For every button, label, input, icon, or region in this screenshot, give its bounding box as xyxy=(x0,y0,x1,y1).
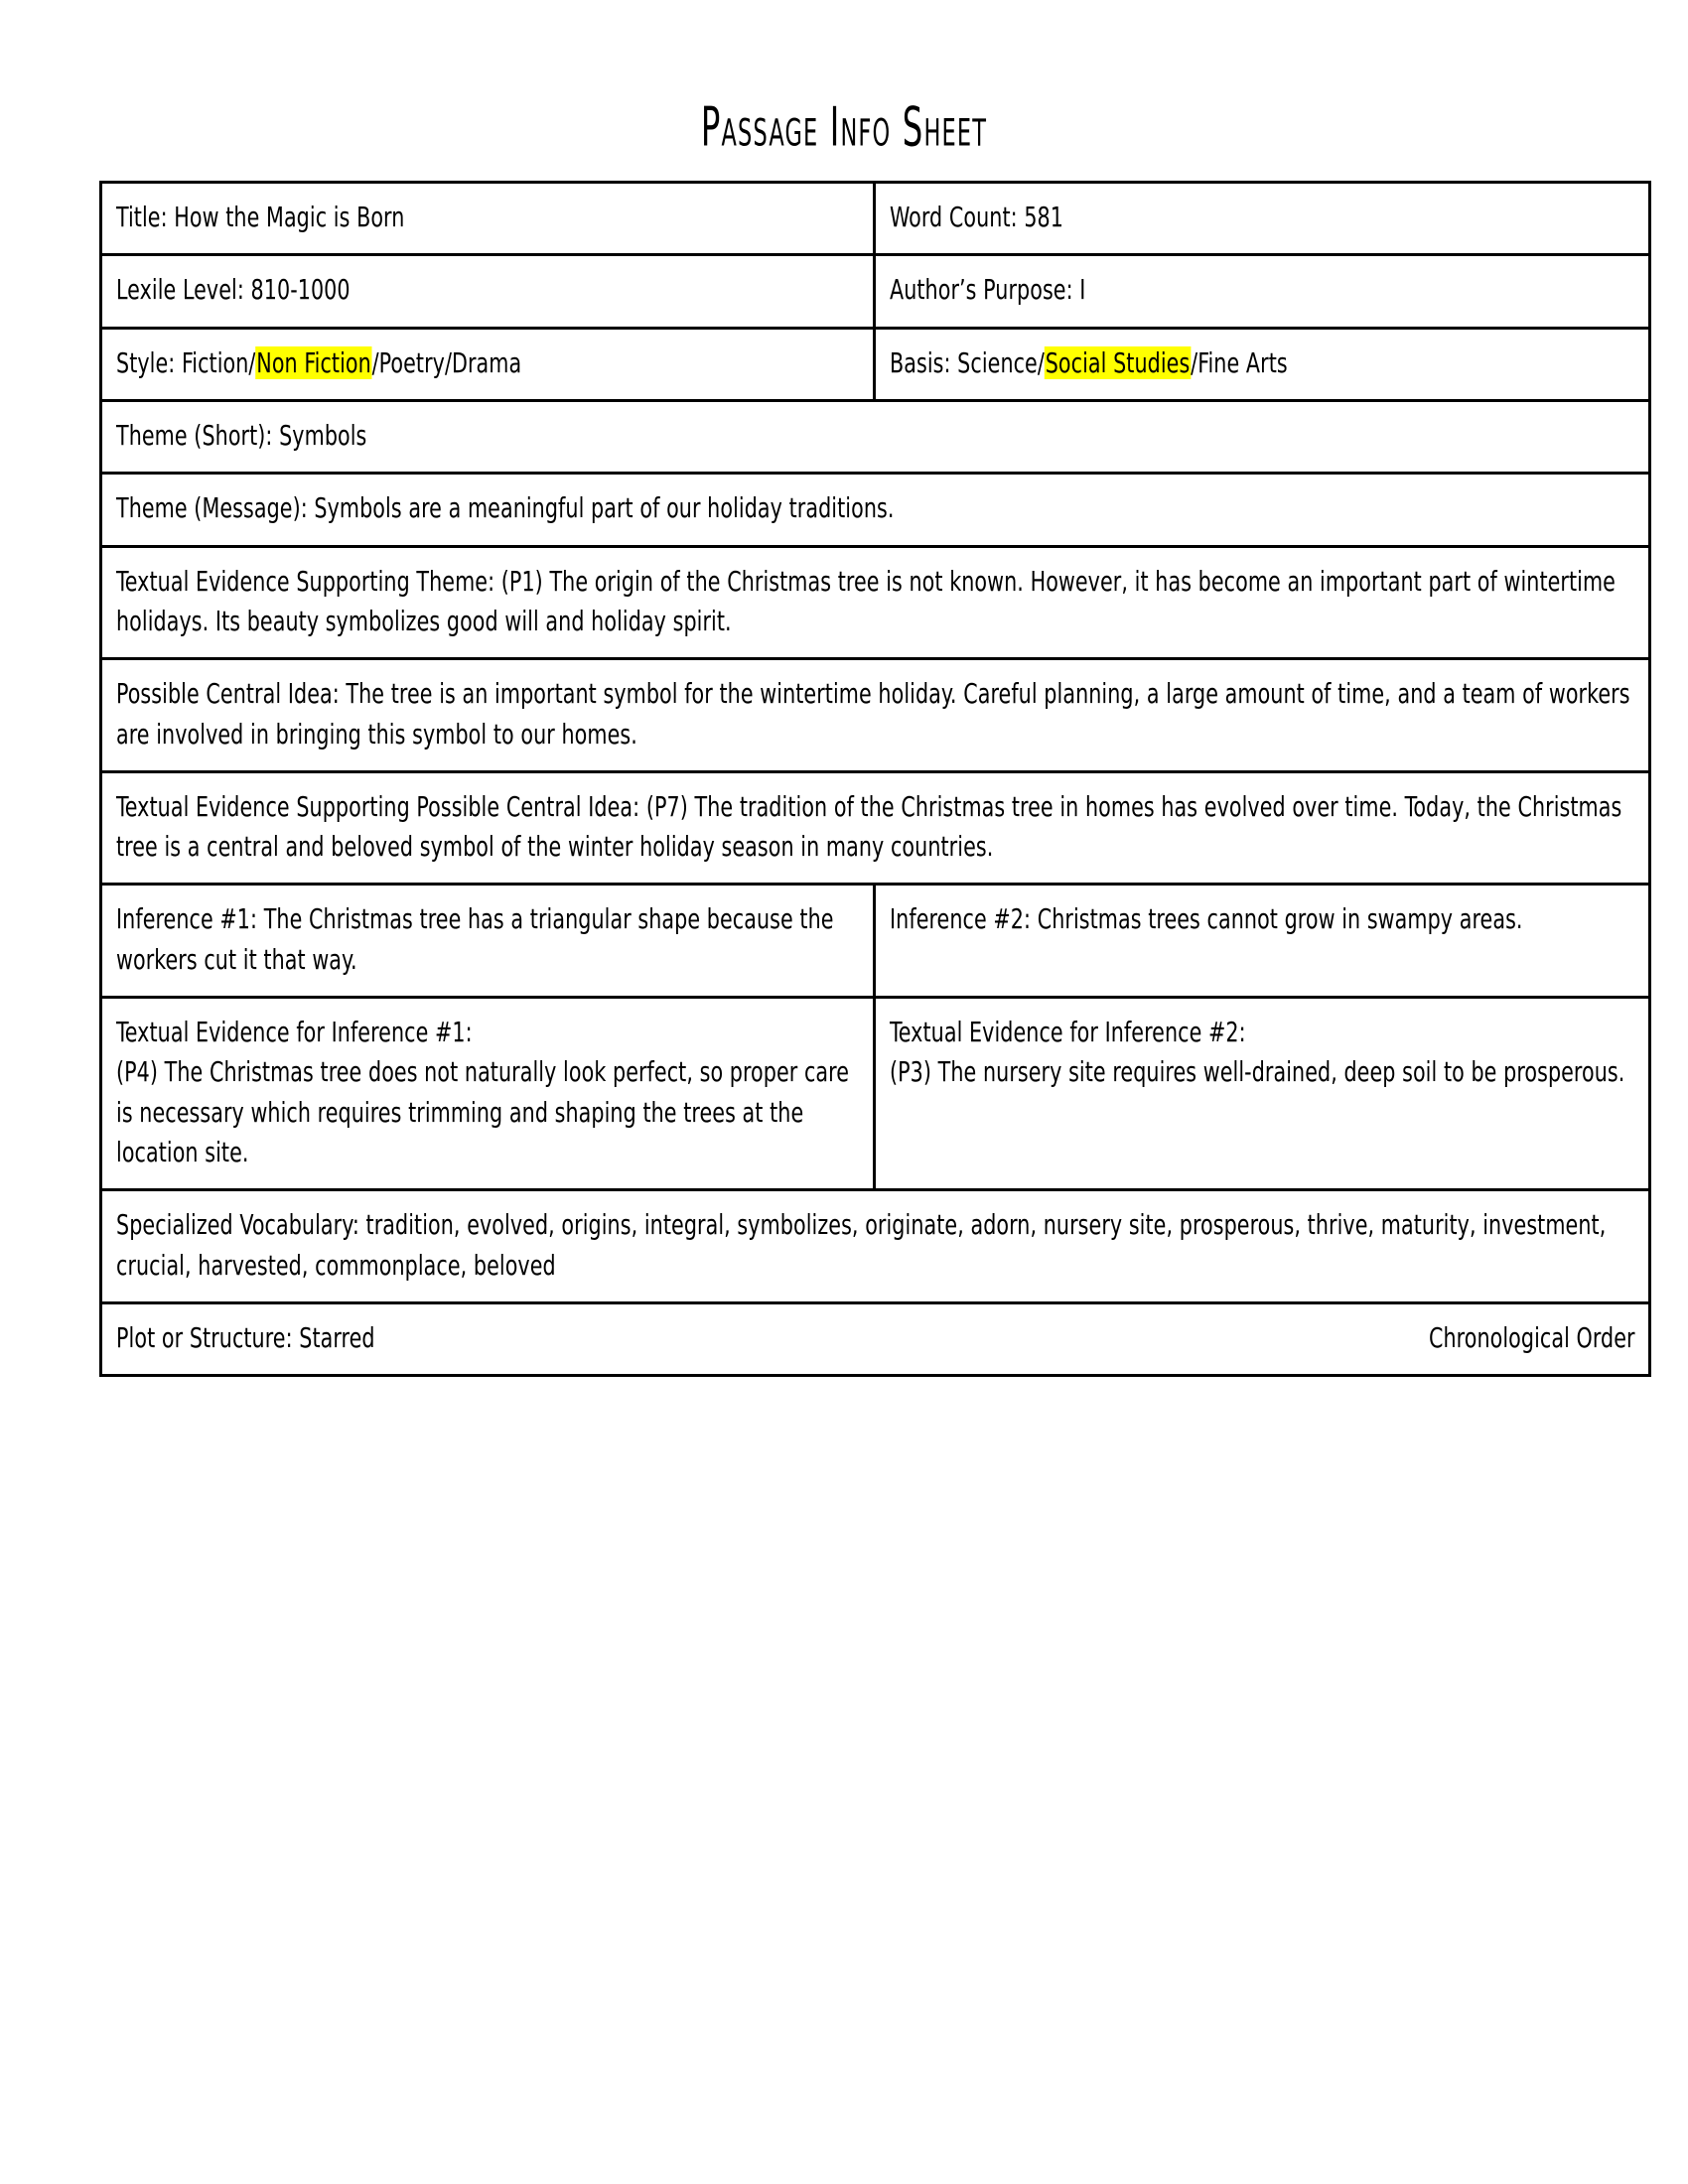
table-row xyxy=(101,183,1650,255)
word-count-value: Word Count: 581 xyxy=(890,201,1063,233)
table-row xyxy=(101,255,1650,328)
cell-basis xyxy=(875,328,1650,400)
theme-message-value: Theme (Message): Symbols are a meaningful part of our holiday traditions. xyxy=(116,491,895,525)
authors-purpose-value: Author’s Purpose: I xyxy=(890,273,1086,307)
basis-prefix: Basis: Science/ xyxy=(890,345,1045,379)
lexile-value: Lexile Level: 810-1000 xyxy=(116,273,351,307)
cell-specialized-vocabulary xyxy=(101,1190,1650,1303)
table-row xyxy=(101,885,1650,998)
cell-central-idea xyxy=(101,659,1650,772)
cell-evidence-theme xyxy=(101,546,1650,659)
central-idea-value: Possible Central Idea: The tree is an important symbol for the wintertime holiday. Careful planning, a large amount of time, and a team of workers are involved in bringing this symbol to our homes. xyxy=(116,677,1630,751)
table-row xyxy=(101,998,1650,1190)
inference-1-value: Inference #1: The Christmas tree has a triangular shape because the workers cut it that way. xyxy=(116,902,834,976)
theme-short-value: Theme (Short): Symbols xyxy=(116,418,367,452)
table-row xyxy=(101,328,1650,400)
plot-structure-value: Plot or Structure: Starred xyxy=(116,1320,375,1354)
cell-lexile xyxy=(101,255,875,328)
title-value: Title: How the Magic is Born xyxy=(116,201,405,233)
plot-structure-note: Chronological Order xyxy=(1428,1320,1635,1354)
evidence-inference-1-body: (P4) The Christmas tree does not naturally look perfect, so proper care is necessary which requires trimming and shaping the trees at the location site. xyxy=(116,1055,850,1168)
cell-style xyxy=(101,328,875,400)
evidence-inference-2-body: (P3) The nursery site requires well-drained, deep soil to be prosperous. xyxy=(890,1055,1625,1089)
table-row xyxy=(101,1190,1650,1303)
table-row xyxy=(101,474,1650,546)
plot-structure-line xyxy=(116,1318,1635,1358)
evidence-inference-1-label: Textual Evidence for Inference #1: xyxy=(116,1016,473,1049)
cell-evidence-central-idea xyxy=(101,771,1650,885)
passage-info-table xyxy=(99,181,1651,1377)
specialized-vocabulary-value: Specialized Vocabulary: tradition, evolved, origins, integral, symbolizes, originate, adorn, nursery site, prosperous, thrive, maturity, investment, crucial, harvested, commonplace, beloved xyxy=(116,1208,1607,1282)
cell-word-count xyxy=(875,183,1650,255)
basis-suffix: /Fine Arts xyxy=(1191,345,1288,379)
cell-authors-purpose xyxy=(875,255,1650,328)
plot-structure-split xyxy=(116,1318,1635,1358)
basis-value xyxy=(890,343,1634,383)
evidence-inference-2-label: Textual Evidence for Inference #2: xyxy=(890,1016,1246,1049)
cell-evidence-inference-1 xyxy=(101,998,875,1190)
table-row xyxy=(101,546,1650,659)
evidence-theme-value: Textual Evidence Supporting Theme: (P1) The origin of the Christmas tree is not known. However, it has become an important part of wintertime holidays. Its beauty symbolizes good will and holiday spirit. xyxy=(116,564,1616,637)
table-row xyxy=(101,1302,1650,1375)
table-row xyxy=(101,659,1650,772)
table-row xyxy=(101,400,1650,473)
inference-2-value: Inference #2: Christmas trees cannot grow in swampy areas. xyxy=(890,902,1523,936)
basis-highlight: Social Studies xyxy=(1045,345,1191,379)
page-title: Passage Info Sheet xyxy=(700,95,988,159)
table-row xyxy=(101,771,1650,885)
cell-theme-short xyxy=(101,400,1650,473)
cell-inference-1 xyxy=(101,885,875,998)
cell-plot-structure xyxy=(101,1302,1650,1375)
cell-title xyxy=(101,183,875,255)
style-value xyxy=(116,343,859,383)
style-prefix: Style: Fiction/ xyxy=(116,345,256,379)
cell-inference-2 xyxy=(875,885,1650,998)
cell-theme-message xyxy=(101,474,1650,546)
evidence-central-idea-value: Textual Evidence Supporting Possible Central Idea: (P7) The tradition of the Christmas tree in homes has evolved over time. Today, the Christmas tree is a central and beloved symbol of the winter holiday season in many countries. xyxy=(116,789,1622,864)
cell-evidence-inference-2 xyxy=(875,998,1650,1190)
style-highlight: Non Fiction xyxy=(256,345,371,379)
style-suffix: /Poetry/Drama xyxy=(371,345,522,379)
